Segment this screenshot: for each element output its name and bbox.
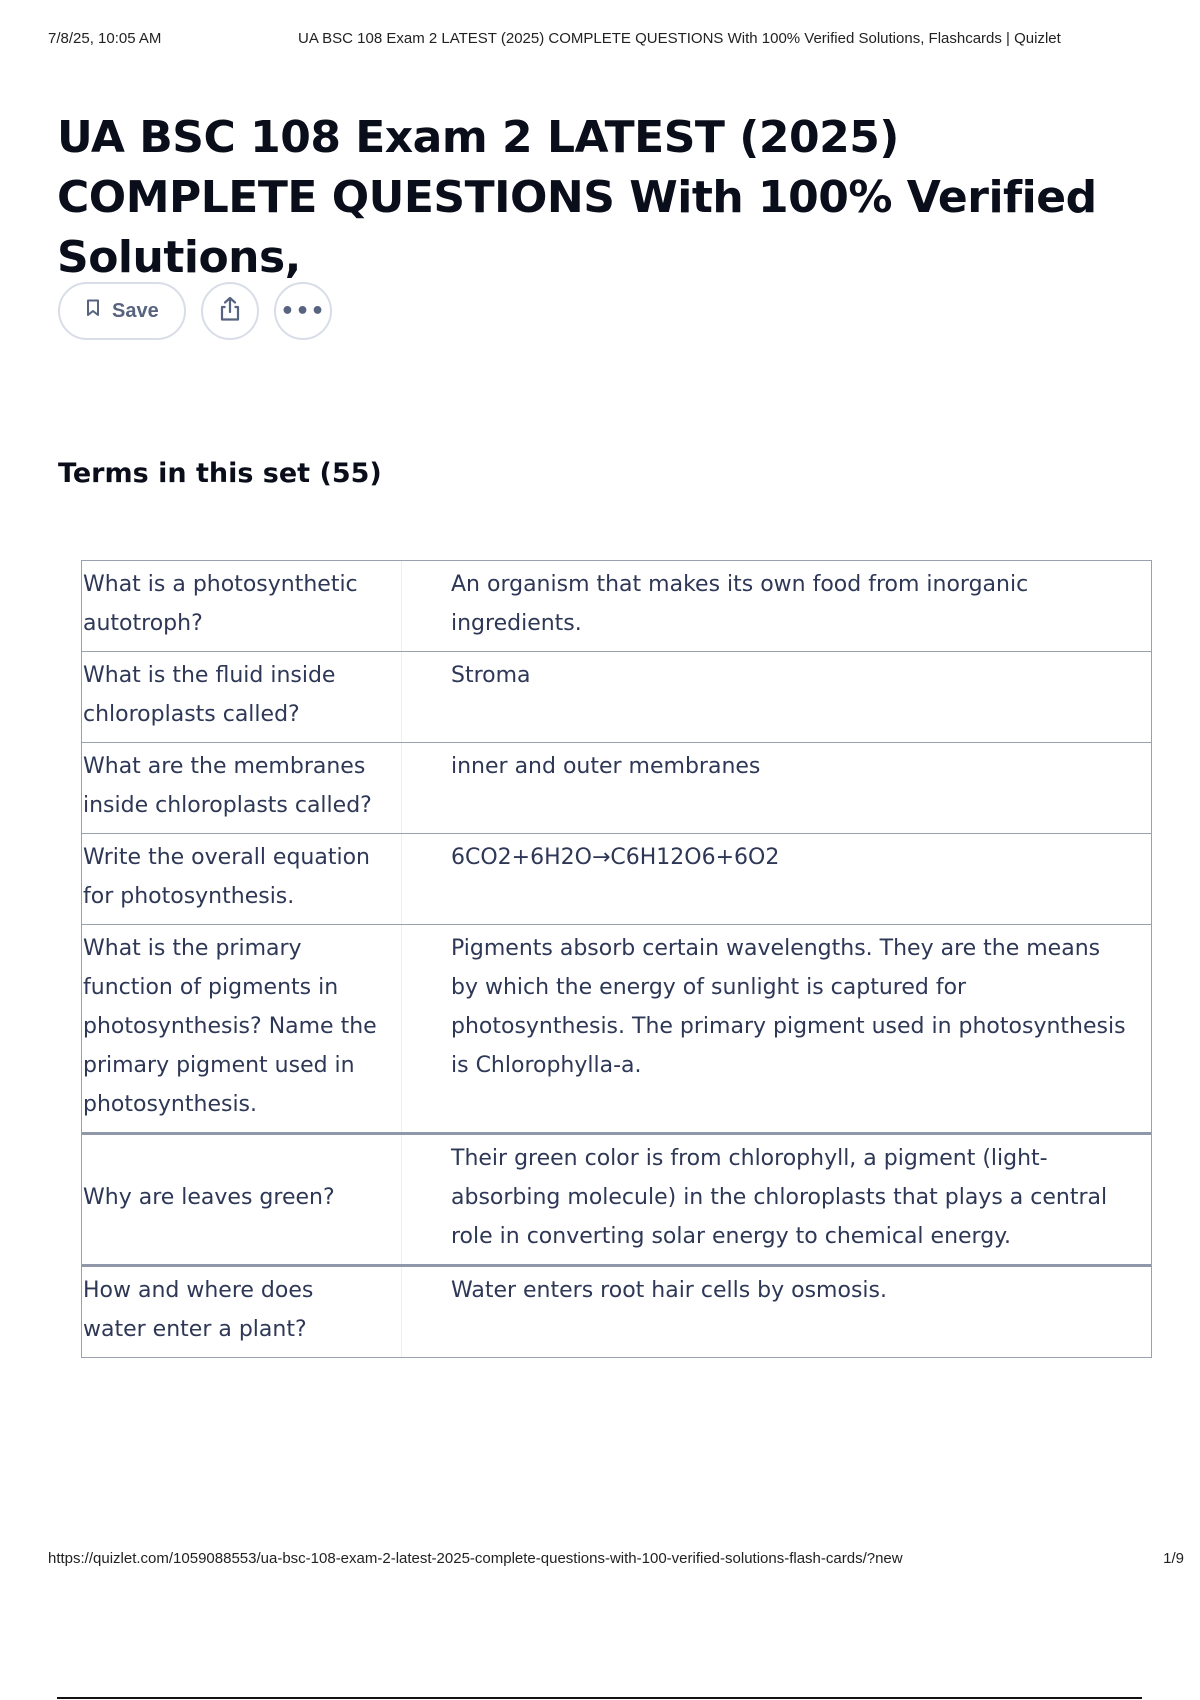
table-row bbox=[82, 651, 1151, 742]
definition-cell: An organism that makes its own food from inorganic ingredients. bbox=[451, 572, 1029, 636]
definition-cell: Pigments absorb certain wavelengths. They are the means by which the energy of sunlight is captured for photosynthesis. The primary pigment used in photosynthesis is Chlorophylla-a. bbox=[451, 936, 1126, 1078]
print-footer bbox=[48, 1550, 1184, 1570]
definition-cell: Water enters root hair cells by osmosis. bbox=[451, 1278, 887, 1303]
page-number: 1/9 bbox=[1163, 1550, 1184, 1567]
print-datetime: 7/8/25, 10:05 AM bbox=[48, 30, 162, 47]
share-icon bbox=[218, 296, 242, 326]
save-button[interactable] bbox=[58, 282, 186, 340]
term-cell: What is the fluid inside chloroplasts called? bbox=[82, 652, 402, 742]
term-cell: How and where does water enter a plant? bbox=[82, 1267, 402, 1357]
page-title: UA BSC 108 Exam 2 LATEST (2025) COMPLETE QUESTIONS With 100% Verified Solutions, bbox=[57, 112, 1097, 283]
table-row bbox=[82, 833, 1151, 924]
definition-cell: 6CO2+6H2O→C6H12O6+6O2 bbox=[451, 845, 780, 870]
definition-cell: Stroma bbox=[451, 663, 531, 688]
term-cell: What is the primary function of pigments in photosynthesis? Name the primary pigment used in photosynthesis. bbox=[82, 925, 402, 1132]
table-row bbox=[82, 1132, 1151, 1264]
save-button-label: Save bbox=[112, 299, 159, 322]
term-cell: Write the overall equation for photosynthesis. bbox=[82, 834, 402, 924]
terms-table bbox=[81, 560, 1152, 1358]
table-row bbox=[82, 924, 1151, 1132]
divider bbox=[57, 1697, 1142, 1699]
print-url: https://quizlet.com/1059088553/ua-bsc-108-exam-2-latest-2025-complete-questions-with-100-verified-solutions-flash-cards/?new bbox=[48, 1550, 903, 1567]
table-row bbox=[82, 742, 1151, 833]
table-row bbox=[82, 561, 1151, 651]
term-cell: What are the membranes inside chloroplasts called? bbox=[82, 743, 402, 833]
terms-heading: Terms in this set (55) bbox=[58, 458, 382, 489]
share-button[interactable] bbox=[201, 282, 259, 340]
more-horizontal-icon: ••• bbox=[280, 298, 326, 324]
definition-cell: inner and outer membranes bbox=[451, 754, 761, 779]
bookmark-icon bbox=[86, 299, 100, 323]
definition-cell: Their green color is from chlorophyll, a pigment (light- absorbing molecule) in the chloroplasts that plays a central role in converting solar energy to chemical energy. bbox=[451, 1146, 1108, 1249]
table-row bbox=[82, 1264, 1151, 1357]
term-cell: What is a photosynthetic autotroph? bbox=[82, 561, 402, 651]
print-document-title: UA BSC 108 Exam 2 LATEST (2025) COMPLETE QUESTIONS With 100% Verified Solutions, Flashcards | Quizlet bbox=[298, 30, 1061, 47]
term-cell: Why are leaves green? bbox=[82, 1135, 402, 1264]
more-options-button[interactable] bbox=[274, 282, 332, 340]
print-header bbox=[48, 30, 1140, 50]
